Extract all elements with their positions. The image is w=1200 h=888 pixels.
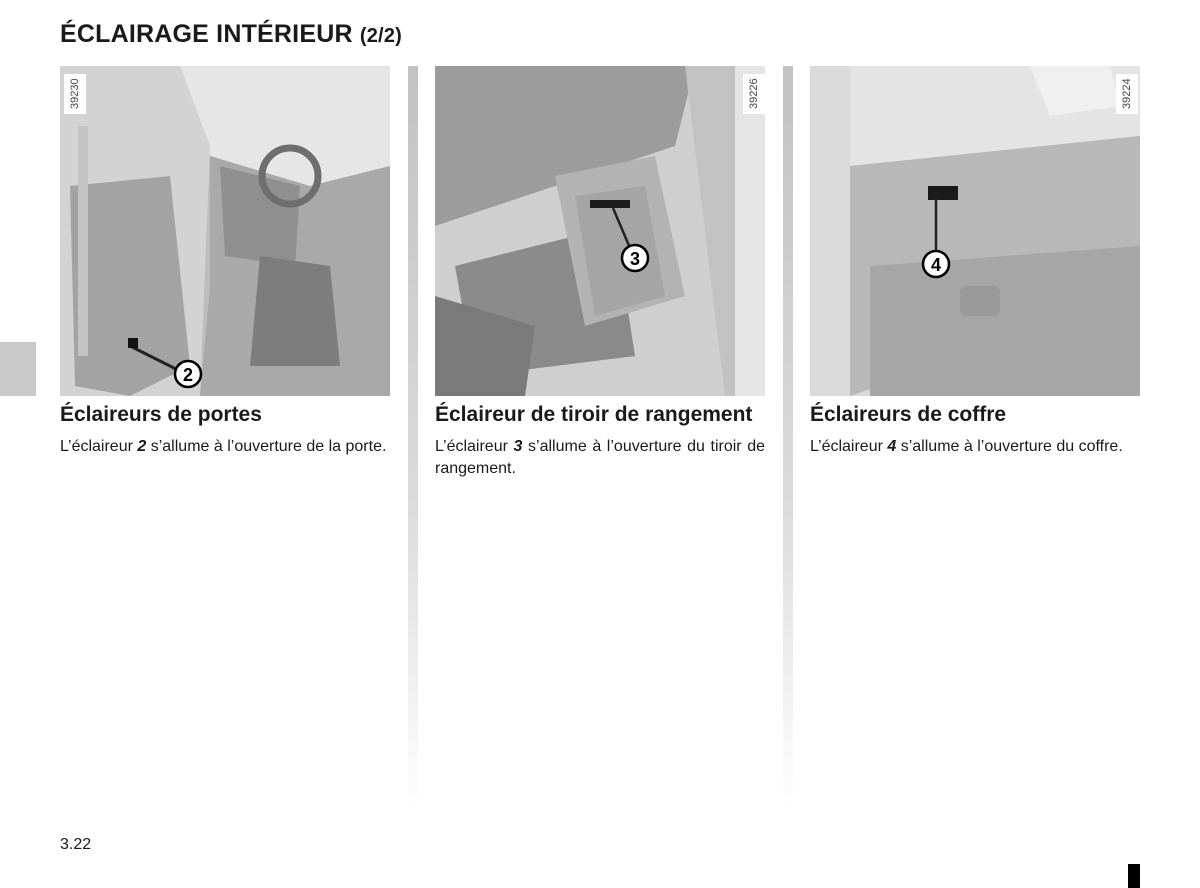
callout-ref: 3: [513, 438, 523, 455]
callout-3-label: 3: [629, 249, 641, 269]
figure-number: 39230: [64, 74, 86, 114]
glovebox-illustration: [435, 66, 765, 396]
figure-number: 39224: [1116, 74, 1138, 114]
callout-ref: 2: [137, 438, 147, 455]
callout-4-label: 4: [930, 255, 942, 275]
section-door-lights: [60, 66, 390, 458]
section-trunk-light: [810, 66, 1140, 458]
section-heading: Éclaireurs de coffre: [810, 403, 1007, 426]
figure-glovebox: [435, 66, 765, 396]
callout-ref: 4: [887, 438, 897, 455]
page-title: [60, 20, 402, 49]
page-number: 3.22: [60, 836, 92, 853]
page-title-suffix: (2/2): [359, 25, 402, 47]
figure-number: 39226: [743, 74, 765, 114]
chapter-tab: [0, 342, 36, 396]
column-divider: [408, 66, 418, 810]
section-body: L’éclaireur 4 s’allume à l’ouverture du coffre.: [810, 438, 1123, 455]
door-illustration: [60, 66, 390, 396]
section-heading: Éclaireur de tiroir de rangement: [435, 403, 753, 426]
column-divider: [783, 66, 793, 810]
page-title-text: ÉCLAIRAGE INTÉRIEUR: [60, 20, 353, 48]
callout-2-label: 2: [182, 365, 194, 385]
section-body: L’éclaireur 2 s’allume à l’ouverture de la porte.: [60, 438, 387, 455]
section-heading: Éclaireurs de portes: [60, 403, 262, 426]
figure-trunk: [810, 66, 1140, 396]
trunk-illustration: [810, 66, 1140, 396]
figure-door-interior: [60, 66, 390, 396]
section-body: L’éclaireur 3 s’allume à l’ouverture du tiroir de rangement.: [435, 438, 765, 477]
page-corner-mark: [1128, 864, 1140, 888]
section-glovebox-light: [435, 66, 765, 480]
